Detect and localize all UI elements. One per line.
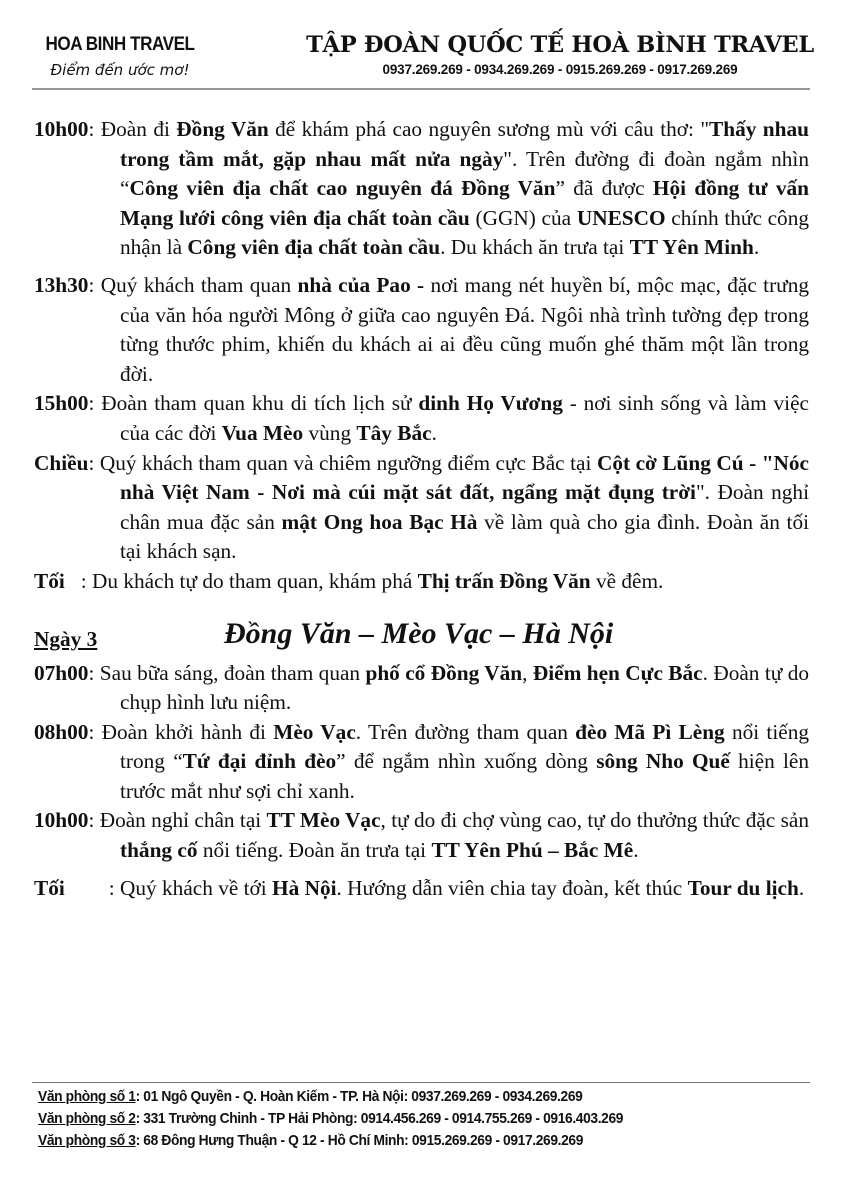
highlight-text: UNESCO (576, 205, 666, 230)
office-address: : 68 Đông Hưng Thuận - Q 12 - Hồ Chí Minh: 0915.269.269 - 0917.269.269 (135, 1132, 584, 1149)
highlight-text: mật Ong hoa Bạc Hà (281, 509, 478, 534)
schedule-time: 13h30 (34, 272, 89, 297)
day-heading (34, 616, 809, 653)
highlight-text: Vua Mèo (221, 420, 304, 445)
schedule-item (34, 659, 809, 718)
body-text: . Hướng dẫn viên chia tay đoàn, kết thúc (336, 875, 688, 900)
body-text: về đêm. (590, 568, 664, 593)
day3-schedule (34, 659, 809, 904)
highlight-text: Điểm hẹn Cực Bắc (532, 660, 703, 685)
body-text: (GGN) của (469, 205, 577, 230)
highlight-text: nhà của Pao - (297, 272, 425, 297)
itinerary-content (34, 115, 809, 903)
schedule-time: 15h00 (34, 391, 89, 416)
schedule-time: Chiều (34, 450, 89, 475)
body-text: - nơi sinh sống và làm việc của các đời (120, 391, 809, 445)
body-text: . Đoàn tự do chụp hình lưu niệm. (120, 660, 810, 715)
highlight-text: Công viên địa chất cao nguyên đá Đồng Văn (129, 176, 556, 201)
office-label: Văn phòng số 3 (38, 1132, 136, 1149)
body-text: : Quý khách tham quan (88, 272, 298, 297)
body-text: . (798, 875, 805, 900)
body-text: . Du khách ăn trưa tại (440, 235, 630, 260)
schedule-time: Tối (34, 875, 65, 900)
company-block (300, 32, 820, 77)
schedule-item (34, 806, 809, 865)
body-text: ” đã được (555, 176, 653, 201)
body-text: : Đoàn nghỉ chân tại (88, 808, 267, 833)
company-name: TẬP ĐOÀN QUỐC TẾ HOÀ BÌNH TRAVEL (306, 32, 814, 58)
schedule-time: 07h00 (34, 660, 89, 685)
highlight-text: Hội đồng tư vấn Mạng lưới công viên địa chất toàn cầu (120, 176, 809, 230)
schedule-item (34, 115, 809, 263)
body-text: hiện lên trước mắt như sợi chỉ xanh. (120, 749, 810, 803)
highlight-text: TT Yên Phú – Bắc Mê (431, 838, 634, 863)
body-text: ” để ngắm nhìn xuống dòng (336, 749, 597, 774)
highlight-text: Thấy nhau trong tầm mắt, gặp nhau mất nửa ngày (120, 117, 809, 171)
office-label: Văn phòng số 2 (38, 1110, 136, 1127)
schedule-item (34, 389, 809, 448)
highlight-text: Tour du lịch (687, 875, 799, 900)
body-text: ". Đoàn nghỉ chân mua đặc sản (120, 480, 809, 534)
body-text: : Quý khách tham quan và chiêm ngưỡng điểm cực Bắc tại (88, 450, 597, 475)
body-text: , tự do đi chợ vùng cao, tự do thưởng thức đặc sản (380, 808, 809, 833)
highlight-text: TT Yên Minh (629, 235, 754, 260)
highlight-text: Công viên địa chất toàn cầu (187, 235, 441, 260)
highlight-text: dinh Họ Vương (418, 391, 563, 416)
office-line (38, 1130, 751, 1152)
highlight-text: Tứ đại đỉnh đèo (182, 749, 337, 774)
body-text: : Sau bữa sáng, đoàn tham quan (88, 660, 366, 685)
highlight-text: TT Mèo Vạc (266, 808, 381, 833)
day-title: Đồng Văn – Mèo Vạc – Hà Nội (224, 616, 614, 650)
body-text: . Trên đường tham quan (355, 719, 576, 744)
body-text: ". Trên đường đi đoàn ngắm nhìn “ (120, 146, 809, 201)
highlight-text: Thị trấn Đồng Văn (417, 568, 591, 593)
page-header (0, 0, 841, 92)
schedule-item (34, 271, 809, 389)
office-line (38, 1086, 751, 1108)
brand-name: HOA BINH TRAVEL (45, 34, 195, 55)
body-text: vùng (303, 420, 357, 445)
body-text: nổi tiếng trong “ (120, 719, 810, 774)
brand-block (30, 34, 210, 79)
company-phones: 0937.269.269 - 0934.269.269 - 0915.269.269 - 0917.269.269 (382, 62, 738, 77)
highlight-text: phố cổ Đồng Văn (365, 660, 523, 685)
office-label: Văn phòng số 1 (38, 1088, 136, 1105)
schedule-time: 08h00 (34, 719, 89, 744)
body-text: : Đoàn tham quan khu di tích lịch sử (88, 391, 419, 416)
schedule-item (34, 874, 809, 904)
highlight-text: thắng cố (120, 838, 198, 863)
office-address: : 331 Trường Chinh - TP Hải Phòng: 0914.456.269 - 0914.755.269 - 0916.403.269 (135, 1110, 624, 1127)
day-label: Ngày 3 (34, 626, 98, 651)
body-text: : Đoàn khởi hành đi (88, 719, 274, 744)
body-text: để khám phá cao nguyên sương mù với câu thơ: " (268, 117, 710, 141)
body-text: nơi mang nét huyền bí, mộc mạc, đặc trưng của văn hóa người Mông ở giữa cao nguyên Đá. Ngôi nhà trình tường đẹp trong từng thước phim, khiến du khách ai ai đều cũng muốn ghé thăm một lần trong đời. (120, 272, 810, 386)
body-text: : Quý khách về tới (108, 875, 273, 900)
highlight-text: Hà Nội (272, 875, 337, 900)
body-text: chính thức công nhận là (120, 205, 810, 260)
schedule-item (34, 567, 809, 597)
body-text: . (753, 235, 760, 260)
highlight-text: sông Nho Quế (596, 749, 730, 774)
highlight-text: đèo Mã Pì Lèng (575, 719, 725, 744)
body-text: nổi tiếng. Đoàn ăn trưa tại (197, 838, 432, 863)
office-line (38, 1108, 751, 1130)
schedule-item (34, 449, 809, 567)
schedule-item (34, 718, 809, 807)
body-text: : Đoàn đi (88, 117, 177, 141)
highlight-text: Cột cờ Lũng Cú - "Nóc nhà Việt Nam - Nơi mà cúi mặt sát đất, ngẩng mặt đụng trời (120, 450, 810, 505)
office-address: : 01 Ngô Quyền - Q. Hoàn Kiếm - TP. Hà Nội: 0937.269.269 - 0934.269.269 (135, 1088, 583, 1105)
office-footer (38, 1086, 813, 1152)
day2-schedule (34, 115, 809, 597)
body-text: , (522, 660, 533, 685)
schedule-time: 10h00 (34, 808, 89, 833)
highlight-text: Mèo Vạc (273, 719, 356, 744)
header-divider (32, 88, 810, 90)
body-text: . (633, 838, 639, 863)
footer-divider (32, 1082, 810, 1083)
body-text: về làm quà cho gia đình. Đoàn ăn tối tại khách sạn. (120, 509, 810, 564)
schedule-time: Tối (34, 568, 65, 593)
body-text: . (431, 420, 437, 445)
schedule-time: 10h00 (34, 117, 89, 141)
highlight-text: Tây Bắc (356, 420, 432, 445)
body-text: : Du khách tự do tham quan, khám phá (80, 568, 418, 593)
highlight-text: Đồng Văn (176, 117, 269, 141)
brand-slogan: Điểm đến ước mơ! (50, 61, 190, 79)
